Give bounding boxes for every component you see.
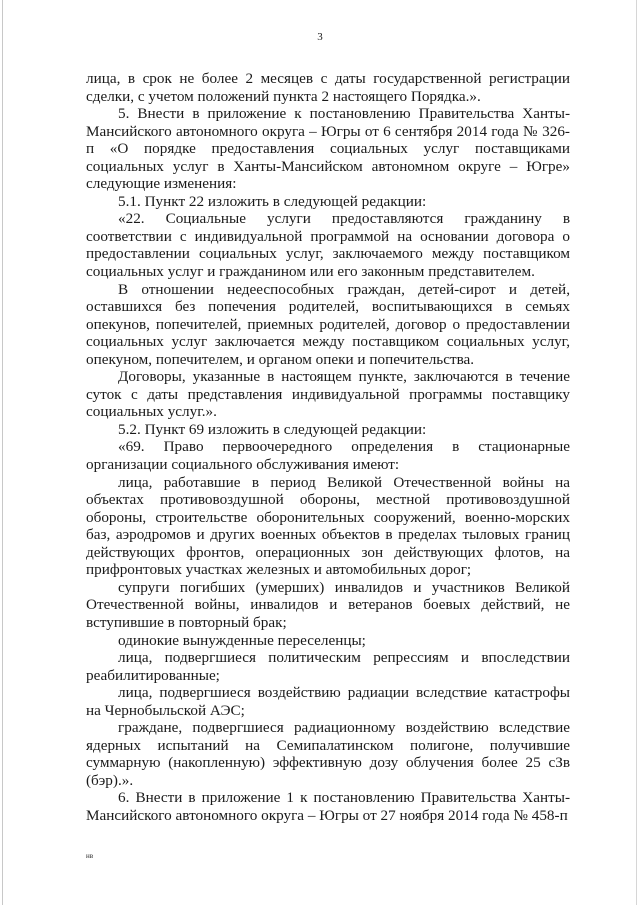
paragraph: лица, в срок не более 2 месяцев с даты государственной регистрации сделки, с учетом положений пункта 2 настоящего Порядка.». (86, 70, 570, 105)
paragraph: В отношении недееспособных граждан, детей-сирот и детей, оставшихся без попечения родителей, воспитывающихся в семьях опекунов, попечителей, приемных родителей, договор о предоставлении социальных услуг заключается между поставщиком социальных услуг, опекуном, попечителем, и органом опеки и попечительства. (86, 280, 570, 368)
paragraph: одинокие вынужденные переселенцы; (118, 631, 366, 649)
paragraph: лица, подвергшиеся воздействию радиации вследствие катастрофы на Чернобыльской АЭС; (86, 684, 570, 719)
scan-edge-left (2, 0, 3, 905)
paragraph: Договоры, указанные в настоящем пункте, заключаются в течение суток с даты представления индивидуальной программы поставщику социальных услуг.». (86, 368, 570, 421)
paragraph: граждане, подвергшиеся радиационному воздействию вследствие ядерных испытаний на Семипалатинском полигоне, получившие суммарную (накопленную) эффективную дозу облучения более 25 сЗв (бэр).». (86, 719, 570, 789)
paragraph: 5. Внести в приложение к постановлению Правительства Ханты-Мансийского автономного округа – Югры от 6 сентября 2014 года № 326-п «О порядке предоставления социальных услуг поставщиками социальных услуг в Ханты-Мансийском автономном округе – Югре» следующие изменения: (86, 105, 570, 193)
paragraph: 5.1. Пункт 22 изложить в следующей редакции: (118, 192, 427, 210)
page-number: 3 (317, 31, 323, 43)
paragraph: «22. Социальные услуги предоставляются гражданину в соответствии с индивидуальной программой на основании договора о предоставлении социальных услуг, заключаемого между поставщиком социальных услуг и гражданином или его законным представителем. (86, 210, 570, 281)
document-body (86, 70, 570, 825)
paragraph: лица, подвергшиеся политическим репрессиям и впоследствии реабилитированные; (86, 649, 570, 684)
paragraph: 6. Внести в приложение 1 к постановлению Правительства Ханты-Мансийского автономного округа – Югры от 27 ноября 2014 года № 458-п (86, 789, 570, 824)
paragraph: 5.2. Пункт 69 изложить в следующей редакции: (118, 420, 427, 438)
footer-mark: нв (86, 852, 94, 860)
scan-edge-right (636, 0, 637, 905)
paragraph: супруги погибших (умерших) инвалидов и участников Великой Отечественной войны, инвалидов и ветеранов боевых действий, не вступившие в повторный брак; (86, 578, 570, 631)
paragraph: лица, работавшие в период Великой Отечественной войны на объектах противовоздушной обороны, местной противовоздушной обороны, строительстве оборонительных сооружений, военно-морских баз, аэродромов и других военных объектов в пределах тыловых границ действующих фронтов, операционных зон действующих флотов, на прифронтовых участках железных и автомобильных дорог; (86, 473, 570, 579)
paragraph: «69. Право первоочередного определения в стационарные организации социального обслуживания имеют: (86, 438, 570, 474)
